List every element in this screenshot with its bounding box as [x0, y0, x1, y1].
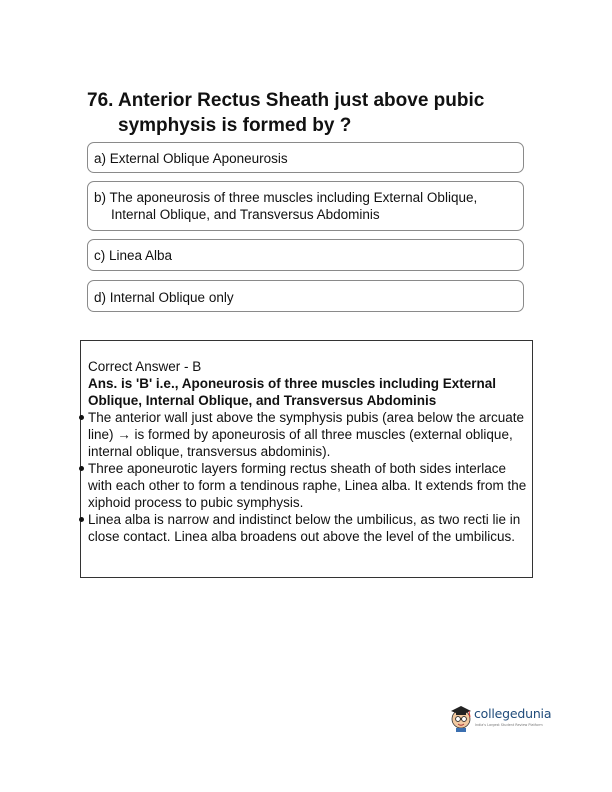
option-b-label-line-1: b) The aponeurosis of three muscles including External Oblique,: [94, 190, 478, 205]
correct-answer-label: Correct Answer - B: [88, 359, 202, 374]
brand-name: collegedunia: [474, 706, 552, 721]
bullet-icon: [79, 466, 84, 471]
bullet-icon: [79, 415, 84, 420]
question-line-1: 76. Anterior Rectus Sheath just above pubic: [87, 90, 485, 111]
explanation-bullet: Linea alba is narrow and indistinct below the umbilicus, as two recti lie in close contact. Linea alba broadens out above the level of the umbilicus.: [88, 511, 528, 545]
explanation-bullet: The anterior wall just above the symphysis pubis (area below the arcuate line) → is formed by aponeurosis of all three muscles (external oblique, internal oblique, transversus abdominis).: [88, 409, 528, 460]
question-number: 76.: [87, 90, 114, 111]
answer-explanation-box: [80, 340, 533, 578]
option-c-label: c) Linea Alba: [94, 248, 173, 263]
option-d[interactable]: [87, 280, 524, 312]
collegedunia-logo: [449, 703, 552, 737]
brand-tagline: India's Largest Student Review Platform: [475, 723, 543, 727]
bullet-icon: [79, 517, 84, 522]
option-d-label: d) Internal Oblique only: [94, 290, 234, 305]
answer-heading: Ans. is 'B' i.e., Aponeurosis of three muscles including External Oblique, Internal Oblique, and Transversus Abdominis: [88, 376, 497, 408]
option-a-label: a) External Oblique Aponeurosis: [94, 151, 288, 166]
option-a[interactable]: [87, 142, 524, 173]
option-b-label-line-2: Internal Oblique, and Transversus Abdominis: [111, 207, 380, 222]
option-b[interactable]: [87, 181, 524, 231]
question-title: [87, 88, 527, 138]
graduate-mascot-icon: [449, 703, 473, 733]
explanation-bullet: Three aponeurotic layers forming rectus sheath of both sides interlace with each other to form a tendinous raphe, Linea alba. It extends from the xiphoid process to pubic symphysis.: [88, 460, 528, 511]
option-c[interactable]: [87, 239, 524, 271]
question-line-2: symphysis is formed by ?: [118, 115, 352, 136]
